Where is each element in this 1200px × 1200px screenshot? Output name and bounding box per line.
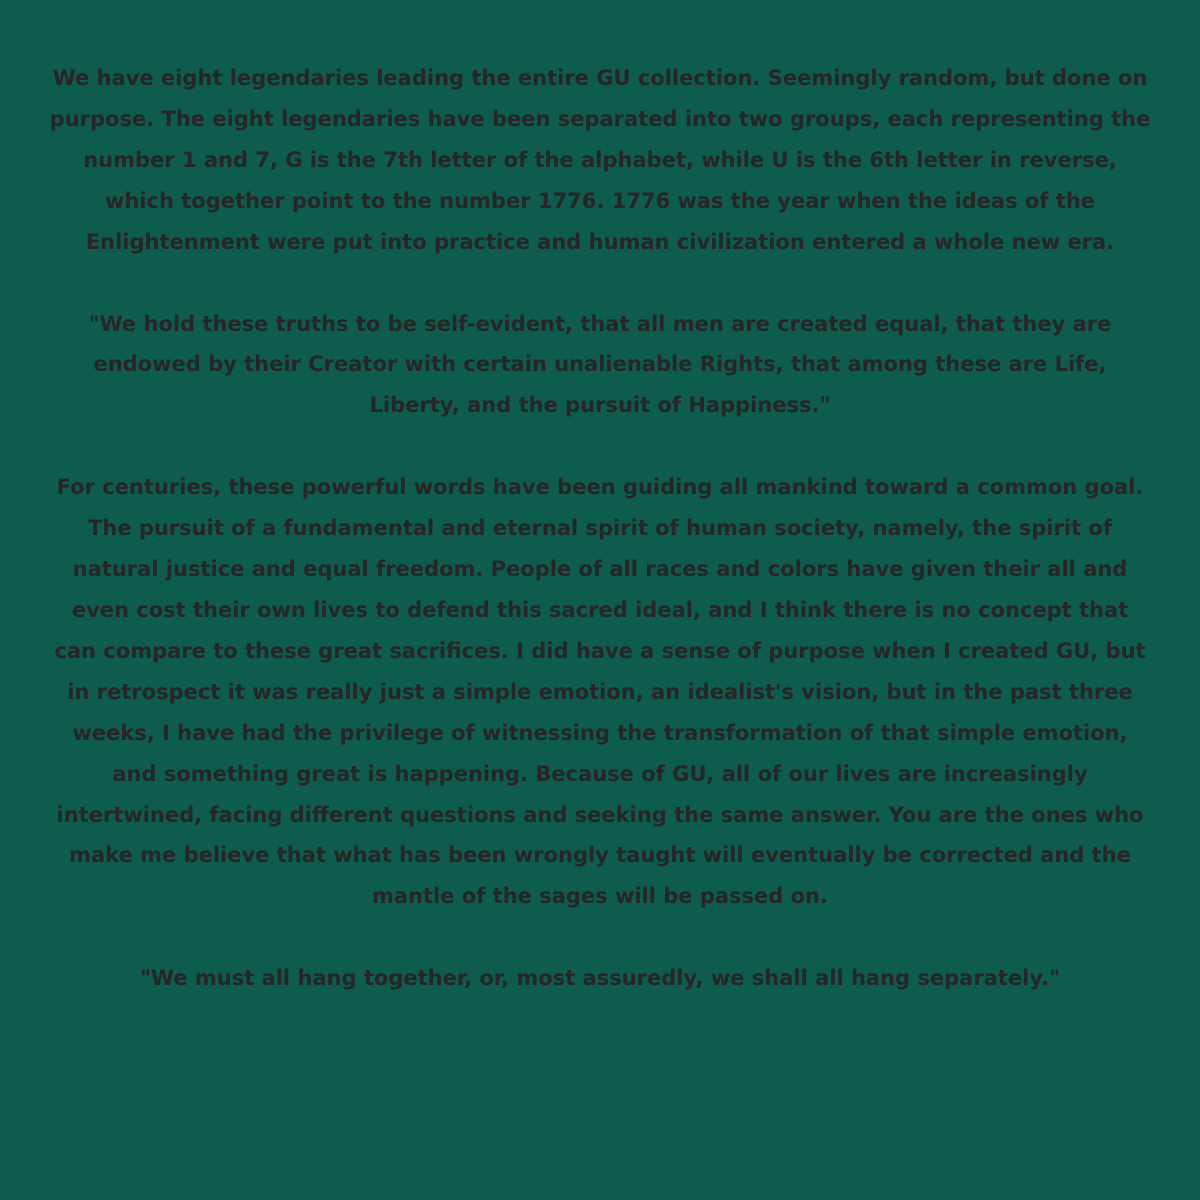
paragraph-spacer xyxy=(48,263,1152,304)
paragraph-main-body: For centuries, these powerful words have been guiding all mankind toward a common goal. The pursuit of a fundamental and eternal spirit of human society, namely, the spirit of natural justice and equal freedom. People of all races and colors have given their all and even cost their own lives to defend this sacred ideal, and I think there is no concept that can compare to these great sacrifices. I did have a sense of purpose when I created GU, but in retrospect it was really just a simple emotion, an idealist's vision, but in the past three weeks, I have had the privilege of witnessing the transformation of that simple emotion, and something great is happening. Because of GU, all of our lives are increasingly intertwined, facing different questions and seeking the same answer. You are the ones who make me believe that what has been wrongly taught will eventually be corrected and the mantle of the sages will be passed on. xyxy=(54,475,1146,909)
paragraph-spacer xyxy=(48,426,1152,467)
paragraph-intro: We have eight legendaries leading the entire GU collection. Seemingly random, but done on purpose. The eight legendaries have been separated into two groups, each representing the number 1 and 7, G is the 7th letter of the alphabet, while U is the 6th letter in reverse, which together point to the number 1776. 1776 was the year when the ideas of the Enlightenment were put into practice and human civilization entered a whole new era. xyxy=(49,66,1151,254)
paragraph-declaration-quote: "We hold these truths to be self-evident, that all men are created equal, that they are endowed by their Creator with certain unalienable Rights, that among these are Life, Liberty, and the pursuit of Happiness." xyxy=(88,311,1112,418)
paragraph-spacer xyxy=(48,917,1152,958)
paragraph-closing-quote: "We must all hang together, or, most assuredly, we shall all hang separately." xyxy=(139,966,1061,991)
